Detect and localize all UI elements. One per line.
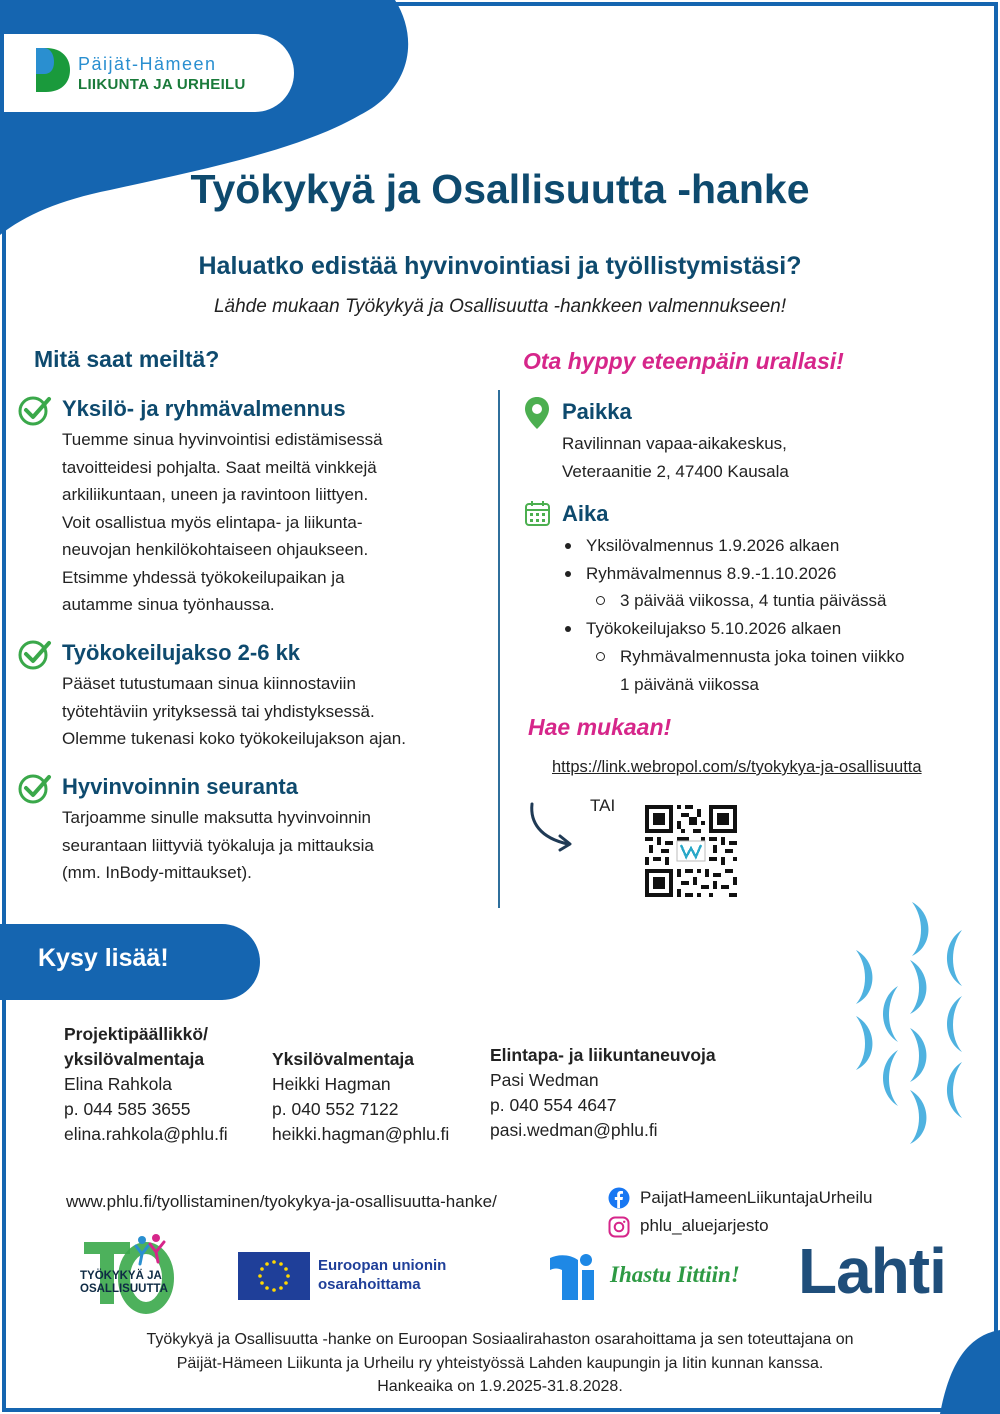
- check-icon: [18, 771, 52, 805]
- contact-email[interactable]: elina.rahkola@phlu.fi: [64, 1124, 228, 1144]
- place-line-1: Ravilinnan vapaa-aikakeskus,: [562, 434, 787, 453]
- curved-arrow-icon: [526, 800, 578, 852]
- schedule-subitem: 3 päivää viikossa, 4 tuntia päivässä: [562, 587, 982, 615]
- contact-card: [272, 1047, 449, 1147]
- to-logo-line1: TYÖKYKYÄ JA: [80, 1270, 162, 1282]
- eu-line2: osarahoittama: [318, 1276, 421, 1293]
- place-line-2: Veteraanitie 2, 47400 Kausala: [562, 462, 789, 481]
- text-line: työtehtäviin yrityksessä tai yhdistyksessä.: [62, 701, 375, 721]
- lahti-logo: Lahti: [798, 1235, 946, 1307]
- footer-line: Työkykyä ja Osallisuutta -hanke on Euroopan Sosiaalirahaston osarahoittama ja sen toteuttajana on: [146, 1331, 854, 1348]
- contact-phone[interactable]: p. 044 585 3655: [64, 1099, 191, 1119]
- schedule-subitem: Ryhmävalmennusta joka toinen viikko: [562, 643, 982, 671]
- to-logo-text: [80, 1270, 168, 1296]
- footer-text: [0, 1328, 1000, 1399]
- contact-name: Heikki Hagman: [272, 1074, 391, 1094]
- text-line: arkiliikuntaan, uneen ja ravintoon liittyen.: [62, 485, 369, 504]
- eu-line1: Euroopan unionin: [318, 1257, 447, 1274]
- phlu-logo-icon: [30, 44, 72, 96]
- to-logo-line2: OSALLISUUTTA: [80, 1283, 168, 1295]
- instagram-icon: [608, 1216, 630, 1238]
- text-line: Tuemme sinua hyvinvointisi edistämisessä: [62, 430, 383, 449]
- footer-line: Päijät-Hämeen Liikunta ja Urheilu ry yhteistyössä Lahden kaupungin ja Iitin kunnan kanssa.: [176, 1354, 824, 1372]
- text-line: neuvojan henkilökohtaiseen ohjaukseen.: [62, 540, 369, 559]
- item-text-work-trial: [62, 670, 474, 753]
- contact-name: Pasi Wedman: [490, 1070, 599, 1090]
- schedule-subitem-cont: 1 päivänä viikossa: [620, 674, 759, 694]
- contact-card: [64, 1022, 228, 1147]
- or-label: TAI: [590, 796, 616, 815]
- schedule-item: Ryhmävalmennus 8.9.-1.10.2026: [562, 560, 982, 588]
- item-title-wellbeing: Hyvinvoinnin seuranta: [62, 774, 298, 799]
- to-project-logo: [78, 1234, 174, 1320]
- left-heading: Mitä saat meiltä?: [34, 346, 220, 372]
- check-icon: [18, 637, 52, 671]
- text-line: Tarjoamme sinulle maksutta hyvinvoinnin: [62, 808, 371, 827]
- contact-email[interactable]: heikki.hagman@phlu.fi: [272, 1124, 450, 1144]
- contact-role: Projektipäällikkö/: [64, 1024, 208, 1044]
- right-heading: Ota hyppy eteenpäin urallasi!: [523, 348, 844, 374]
- text-line: Olemme tukenasi koko työkokeilujakson ajan.: [62, 729, 406, 748]
- schedule-list: [562, 532, 982, 698]
- column-divider: [498, 390, 500, 908]
- page-title: Työkykyä ja Osallisuutta -hanke: [190, 166, 810, 212]
- text-line: (mm. InBody-mittaukset).: [62, 863, 252, 882]
- footer-line: Hankeaika on 1.9.2025-31.8.2028.: [377, 1378, 623, 1395]
- contact-phone[interactable]: p. 040 552 7122: [272, 1099, 399, 1119]
- contact-role: Yksilövalmentaja: [272, 1049, 415, 1069]
- iitti-logo-text: Ihastu Iittiin!: [610, 1262, 740, 1287]
- eu-flag-icon: [238, 1252, 310, 1300]
- check-icon: [18, 393, 52, 427]
- contact-name: Elina Rahkola: [64, 1074, 172, 1094]
- contact-role: yksilövalmentaja: [64, 1049, 205, 1069]
- schedule-item: Yksilövalmennus 1.9.2026 alkaen: [562, 532, 982, 560]
- text-line: Etsimme yhdessä työkokeilupaikan ja: [62, 567, 345, 587]
- logo-line1: Päijät-Hämeen: [78, 54, 217, 74]
- ask-more-label: Kysy lisää!: [38, 944, 169, 972]
- item-title-coaching: Yksilö- ja ryhmävalmennus: [62, 396, 346, 421]
- tagline: Lähde mukaan Työkykyä ja Osallisuutta -hankkeen valmennukseen!: [213, 296, 787, 317]
- contact-phone[interactable]: p. 040 554 4647: [490, 1095, 617, 1115]
- page-subtitle: Haluatko edistää hyvinvointiasi ja työllistymistäsi?: [198, 252, 802, 280]
- text-line: Voit osallistua myös elintapa- ja liikunta-: [62, 512, 363, 532]
- eu-text: [318, 1256, 446, 1294]
- registration-link[interactable]: https://link.webropol.com/s/tyokykya-ja-osallisuutta: [552, 758, 922, 776]
- qr-code[interactable]: [645, 805, 737, 897]
- logo-line2: LIIKUNTA JA URHEILU: [78, 76, 246, 93]
- place-title: Paikka: [562, 399, 632, 424]
- contact-card: [490, 1043, 716, 1143]
- location-pin-icon: [524, 396, 550, 430]
- website-link[interactable]: www.phlu.fi/tyollistaminen/tyokykya-ja-osallisuutta-hanke/: [66, 1192, 497, 1211]
- calendar-icon: [524, 500, 551, 527]
- item-title-work-trial: Työkokeilujakso 2-6 kk: [62, 640, 301, 665]
- eu-stars: [238, 1252, 310, 1300]
- time-title: Aika: [562, 501, 609, 526]
- item-text-wellbeing: [62, 804, 474, 887]
- item-text-coaching: [62, 426, 462, 619]
- facebook-icon: [608, 1187, 630, 1209]
- schedule-item: Työkokeilujakso 5.10.2026 alkaen: [562, 615, 982, 643]
- apply-heading: Hae mukaan!: [528, 714, 672, 740]
- facebook-handle[interactable]: PaijatHameenLiikuntajaUrheilu: [640, 1188, 873, 1207]
- iitti-logo-icon: [548, 1252, 600, 1302]
- contact-role: Elintapa- ja liikuntaneuvoja: [490, 1045, 716, 1065]
- contact-email[interactable]: pasi.wedman@phlu.fi: [490, 1120, 658, 1140]
- text-line: seurantaan liittyviä työkaluja ja mittauksia: [62, 835, 374, 855]
- text-line: autamme sinua työnhaussa.: [62, 595, 275, 614]
- decorative-waves: [850, 900, 970, 1150]
- instagram-handle[interactable]: phlu_aluejarjesto: [640, 1216, 769, 1235]
- text-line: tavoitteidesi pohjalta. Saat meiltä vinkkejä: [62, 457, 377, 477]
- text-line: Pääset tutustumaan sinua kiinnostaviin: [62, 674, 356, 693]
